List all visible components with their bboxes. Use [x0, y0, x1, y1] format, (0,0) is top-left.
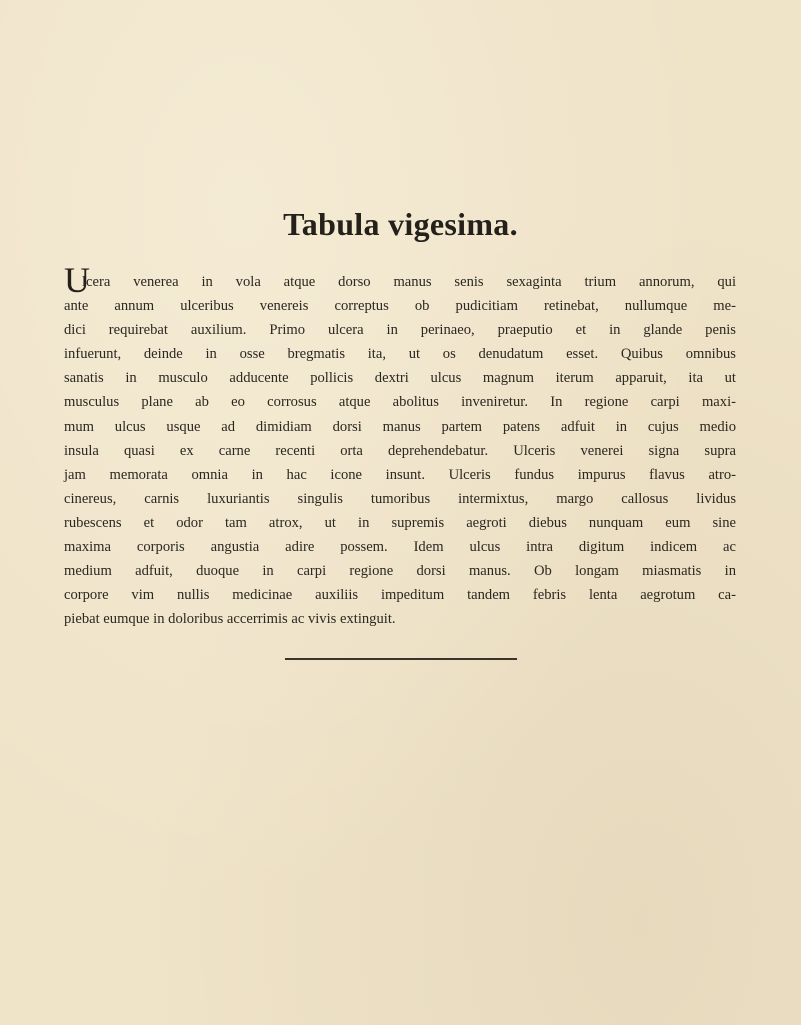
- text-line: rubescens et odor tam atrox, ut in supremis aegroti diebus nunquam eum sine: [64, 514, 736, 531]
- text-line: maxima corporis angustia adire possem. Idem ulcus intra digitum indicem ac: [64, 539, 736, 556]
- text-line: insula quasi ex carne recenti orta deprehendebatur. Ulceris venerei signa supra: [64, 442, 736, 459]
- text-line: medium adfuit, duoque in carpi regione dorsi manus. Ob longam miasmatis in: [64, 563, 736, 580]
- text-line: [64, 260, 736, 300]
- text-line: dici requirebat auxilium. Primo ulcera in perinaeo, praeputio et in glande penis: [64, 322, 736, 339]
- drop-cap: U: [64, 260, 90, 300]
- text-line-content: lcera venerea in vola atque dorso manus senis sexaginta trium annorum, qui: [82, 274, 736, 290]
- body-paragraph: [64, 260, 736, 631]
- text-line: musculus plane ab eo corrosus atque abolitus inveniretur. In regione carpi maxi-: [64, 394, 736, 411]
- text-line: cinereus, carnis luxuriantis singulis tumoribus intermixtus, margo callosus lividus: [64, 490, 736, 507]
- text-line: infuerunt, deinde in osse bregmatis ita, ut os denudatum esset. Quibus omnibus: [64, 346, 736, 363]
- divider-rule: [285, 658, 517, 660]
- text-line: sanatis in musculo adducente pollicis dextri ulcus magnum iterum apparuit, ita ut: [64, 370, 736, 387]
- text-line: mum ulcus usque ad dimidiam dorsi manus partem patens adfuit in cujus medio: [64, 418, 736, 435]
- page-title: Tabula vigesima.: [283, 206, 518, 242]
- text-line: jam memorata omnia in hac icone insunt. Ulceris fundus impurus flavus atro-: [64, 466, 736, 483]
- text-line: corpore vim nullis medicinae auxiliis impeditum tandem febris lenta aegrotum ca-: [64, 587, 736, 604]
- text-line: ante annum ulceribus venereis correptus ob pudicitiam retinebat, nullumque me-: [64, 298, 736, 315]
- text-line: piebat eumque in doloribus accerrimis ac vivis extinguit.: [64, 611, 396, 628]
